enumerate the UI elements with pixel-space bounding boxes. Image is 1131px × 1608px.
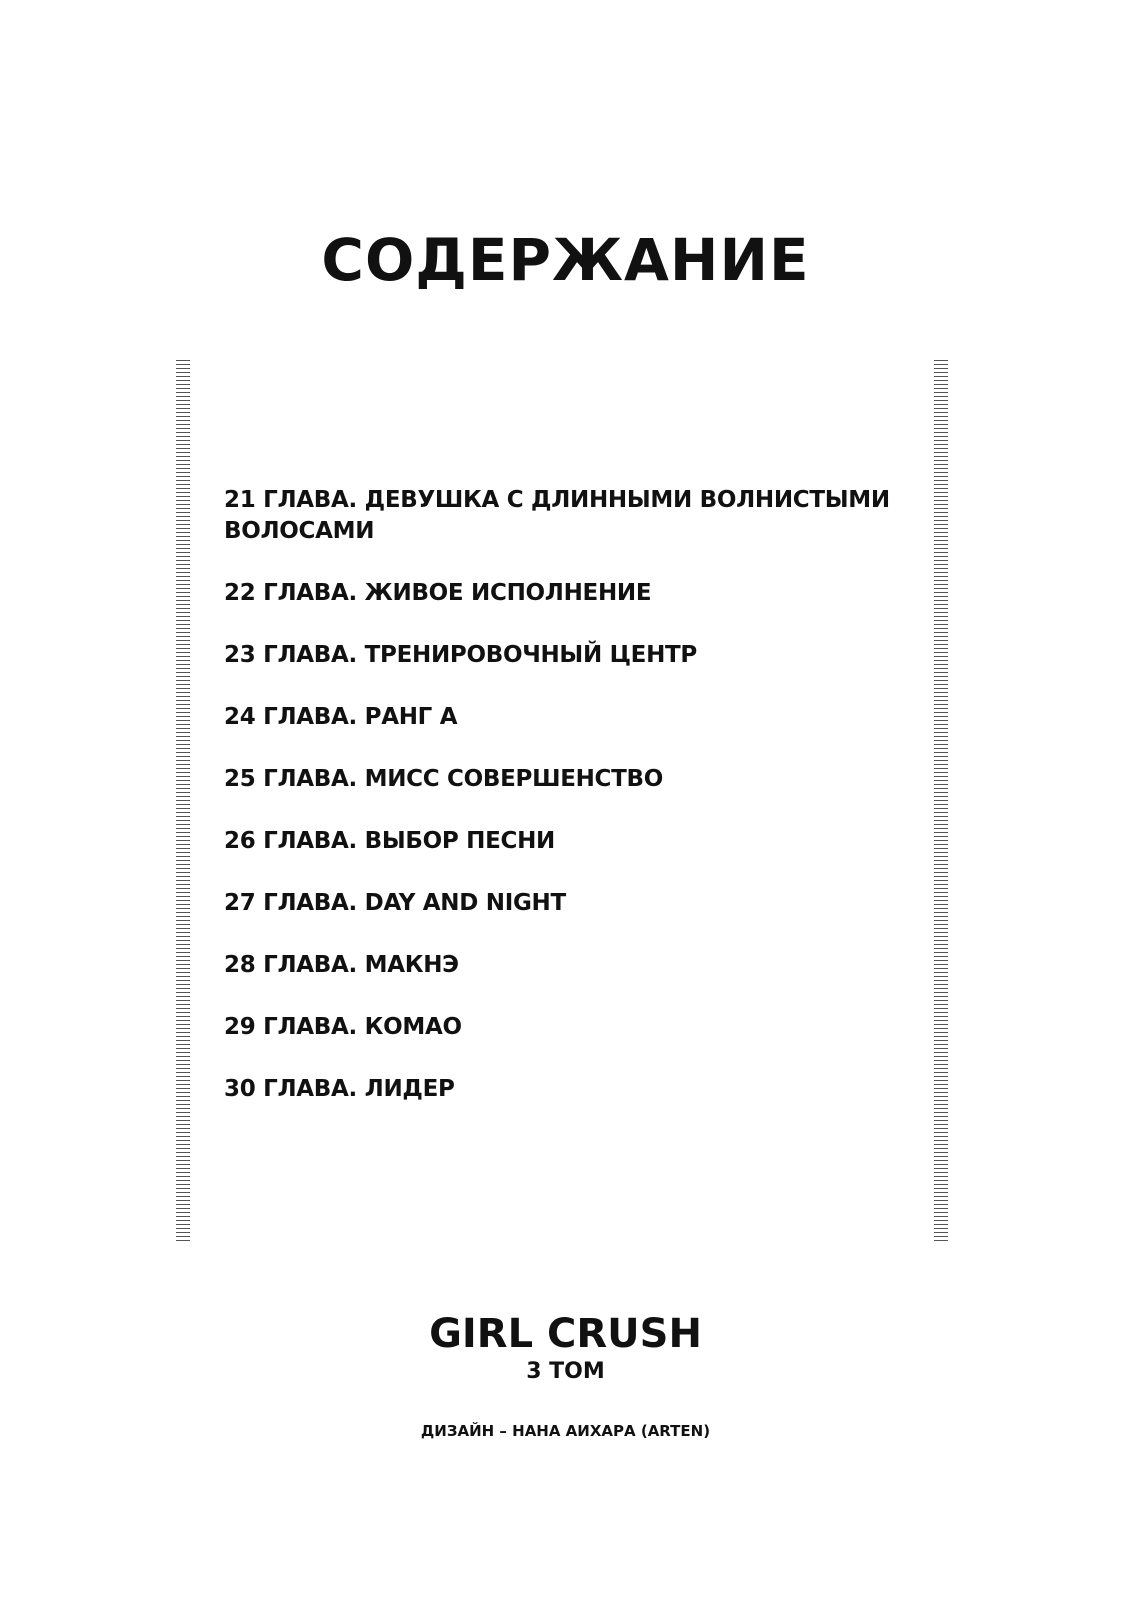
book-title: GIRL CRUSH — [429, 1311, 702, 1357]
toc-item-chapter-23[interactable]: 23 ГЛАВА. ТРЕНИРОВОЧНЫЙ ЦЕНТР — [224, 642, 697, 668]
left-ruler-decoration — [176, 360, 190, 1242]
toc-item-chapter-21[interactable]: 21 ГЛАВА. ДЕВУШКА С ДЛИННЫМИ ВОЛНИСТЫМИ ВОЛОСАМИ — [224, 487, 890, 544]
toc-item-chapter-28[interactable]: 28 ГЛАВА. МАКНЭ — [224, 952, 459, 978]
toc-item-chapter-27[interactable]: 27 ГЛАВА. DAY AND NIGHT — [224, 890, 566, 916]
toc-item-chapter-22[interactable]: 22 ГЛАВА. ЖИВОЕ ИСПОЛНЕНИЕ — [224, 580, 652, 606]
design-credits: ДИЗАЙН – НАНА АИХАРА (ARTEN) — [420, 1422, 711, 1440]
volume-label: 3 ТОМ — [526, 1359, 605, 1384]
toc-item-chapter-26[interactable]: 26 ГЛАВА. ВЫБОР ПЕСНИ — [224, 828, 555, 854]
toc-item-chapter-30[interactable]: 30 ГЛАВА. ЛИДЕР — [224, 1076, 455, 1102]
toc-item-chapter-29[interactable]: 29 ГЛАВА. КОМАО — [224, 1014, 462, 1040]
toc-item-chapter-25[interactable]: 25 ГЛАВА. МИСС СОВЕРШЕНСТВО — [224, 766, 664, 792]
right-ruler-decoration — [934, 360, 948, 1242]
page-title: СОДЕРЖАНИЕ — [321, 226, 810, 294]
toc-item-chapter-24[interactable]: 24 ГЛАВА. РАНГ А — [224, 704, 458, 730]
table-of-contents — [224, 485, 904, 1136]
